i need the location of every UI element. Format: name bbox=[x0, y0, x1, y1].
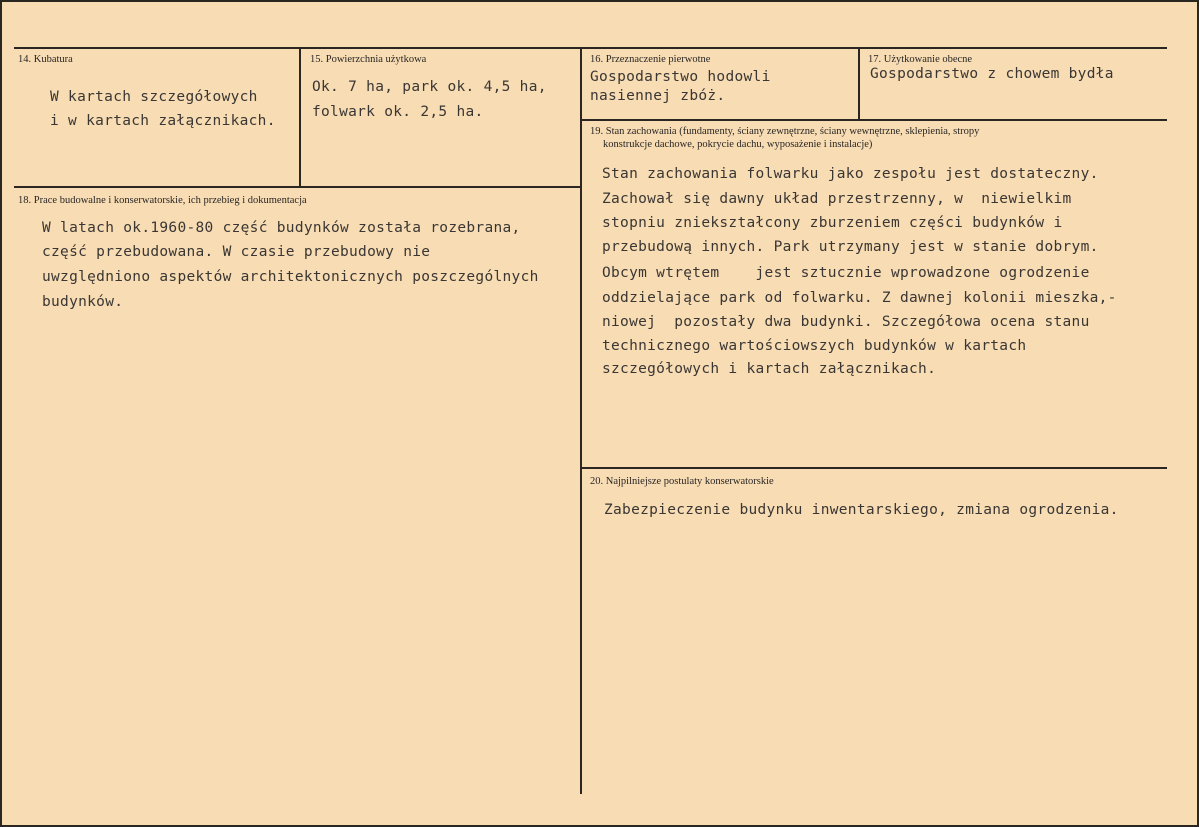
section-14-text-line-2: i w kartach załącznikach. bbox=[50, 113, 276, 129]
rule-under-16-17 bbox=[581, 119, 1167, 121]
section-19-text-line-8: technicznego wartościowszych budynków w kartach bbox=[602, 338, 1027, 354]
section-18-text-line-2: część przebudowana. W czasie przebudowy nie bbox=[42, 244, 431, 260]
section-17-text-line-1: Gospodarstwo z chowem bydła bbox=[870, 66, 1114, 82]
section-15-text-line-2: folwark ok. 2,5 ha. bbox=[312, 104, 484, 120]
section-19-text-line-7: niowej pozostały dwa budynki. Szczegółowa ocena stanu bbox=[602, 314, 1090, 330]
section-14-label: 14. Kubatura bbox=[18, 54, 73, 65]
section-18-text-line-3: uwzględniono aspektów architektonicznych poszczególnych bbox=[42, 269, 539, 285]
section-17-label: 17. Użytkowanie obecne bbox=[868, 54, 973, 65]
section-19-text-line-4: przebudową innych. Park utrzymany jest w stanie dobrym. bbox=[602, 239, 1099, 255]
divider-center bbox=[580, 49, 582, 794]
divider-16-17 bbox=[858, 49, 860, 119]
section-18-text-line-1: W latach ok.1960-80 część budynków została rozebrana, bbox=[42, 220, 521, 236]
section-15-text-line-1: Ok. 7 ha, park ok. 4,5 ha, bbox=[312, 79, 547, 95]
section-19-text-line-1: Stan zachowania folwarku jako zespołu jest dostateczny. bbox=[602, 166, 1099, 182]
section-19-text-line-9: szczegółowych i kartach załącznikach. bbox=[602, 361, 937, 377]
section-19-text-line-6: oddzielające park od folwarku. Z dawnej kolonii mieszka,- bbox=[602, 290, 1117, 306]
section-19-text-line-5: Obcym wtrętem jest sztucznie wprowadzone ogrodzenie bbox=[602, 265, 1090, 281]
section-14-text-line-1: W kartach szczegółowych bbox=[50, 89, 258, 105]
section-20-text-line-1: Zabezpieczenie budynku inwentarskiego, zmiana ogrodzenia. bbox=[604, 502, 1119, 518]
section-20-label: 20. Najpilniejsze postulaty konserwatorskie bbox=[590, 476, 774, 487]
section-16-label: 16. Przeznaczenie pierwotne bbox=[590, 54, 711, 65]
section-19-label-line-2: konstrukcje dachowe, pokrycie dachu, wyposażenie i instalacje) bbox=[603, 139, 873, 150]
section-18-text-line-4: budynków. bbox=[42, 294, 124, 310]
document-card bbox=[2, 2, 1197, 825]
section-19-text-line-2: Zachował się dawny układ przestrzenny, w niewielkim bbox=[602, 191, 1072, 207]
top-rule bbox=[14, 47, 1167, 49]
divider-14-15 bbox=[299, 49, 301, 186]
rule-under-14-15 bbox=[14, 186, 581, 188]
rule-above-20 bbox=[581, 467, 1167, 469]
section-19-text-line-3: stopniu zniekształcony zburzeniem części budynków i bbox=[602, 215, 1063, 231]
section-16-text-line-1: Gospodarstwo hodowli bbox=[590, 69, 771, 85]
section-15-label: 15. Powierzchnia użytkowa bbox=[310, 54, 427, 65]
section-19-label: 19. Stan zachowania (fundamenty, ściany zewnętrzne, ściany wewnętrzne, sklepienia, stropy bbox=[590, 126, 980, 137]
section-16-text-line-2: nasiennej zbóż. bbox=[590, 88, 726, 104]
section-18-label: 18. Prace budowalne i konserwatorskie, ich przebieg i dokumentacja bbox=[18, 195, 307, 206]
